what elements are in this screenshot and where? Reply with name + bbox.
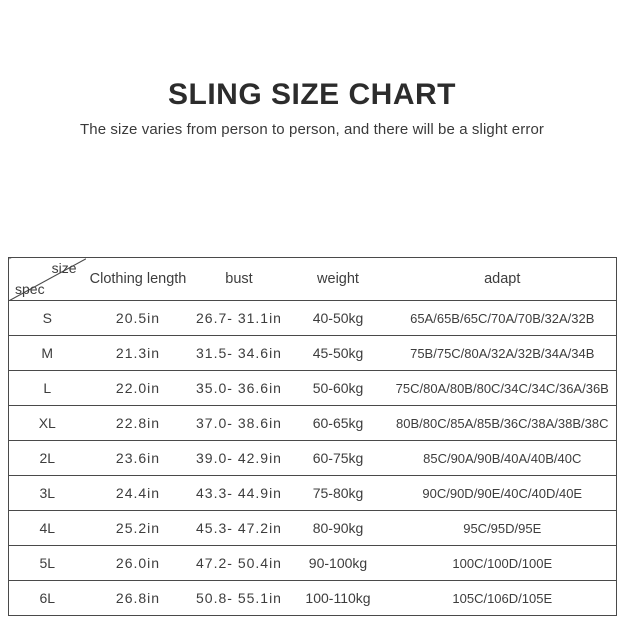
column-header-bust: bust [225, 271, 253, 287]
clothing-length-cell: 21.3in [115, 345, 161, 361]
corner-cell [9, 258, 86, 301]
size-cell: S [42, 310, 52, 326]
table-row [9, 581, 617, 616]
clothing-length-cell: 25.2in [115, 520, 161, 536]
adapt-cell: 105C/106D/105E [452, 590, 553, 606]
page-title: SLING SIZE CHART [167, 78, 456, 111]
size-cell: L [43, 380, 52, 396]
table-row [9, 301, 617, 336]
bust-cell: 31.5- 34.6in [196, 345, 282, 361]
adapt-cell: 90C/90D/90E/40C/40D/40E [422, 485, 583, 501]
bust-cell: 50.8- 55.1in [196, 590, 282, 606]
weight-cell: 80-90kg [312, 520, 364, 536]
clothing-length-cell: 23.6in [115, 450, 161, 466]
size-chart-page [0, 78, 624, 624]
size-cell: 6L [39, 590, 56, 606]
column-header-adapt: adapt [484, 271, 521, 287]
clothing-length-cell: 22.8in [115, 415, 161, 431]
size-table-body [9, 301, 617, 616]
corner-spec-label: spec [15, 281, 45, 297]
adapt-cell: 100C/100D/100E [452, 555, 553, 571]
bust-cell: 45.3- 47.2in [196, 520, 282, 536]
adapt-cell: 95C/95D/95E [463, 520, 542, 536]
weight-cell: 100-110kg [305, 590, 371, 606]
size-cell: M [41, 345, 54, 361]
table-header-row [9, 258, 617, 301]
column-header-clothing-length: Clothing length [89, 271, 187, 287]
adapt-cell: 80B/80C/85A/85B/36C/38A/38B/38C [396, 415, 609, 431]
weight-cell: 40-50kg [312, 310, 364, 326]
table-row [9, 546, 617, 581]
bust-cell: 37.0- 38.6in [196, 415, 282, 431]
size-cell: XL [38, 415, 56, 431]
weight-cell: 45-50kg [312, 345, 364, 361]
clothing-length-cell: 22.0in [115, 380, 161, 396]
weight-cell: 90-100kg [308, 555, 368, 571]
table-row [9, 336, 617, 371]
size-cell: 5L [39, 555, 56, 571]
clothing-length-cell: 26.8in [115, 590, 161, 606]
table-header [9, 258, 617, 301]
bust-cell: 35.0- 36.6in [196, 380, 282, 396]
adapt-cell: 85C/90A/90B/40A/40B/40C [423, 450, 582, 466]
bust-cell: 39.0- 42.9in [196, 450, 282, 466]
table-row [9, 406, 617, 441]
weight-cell: 60-75kg [312, 450, 364, 466]
weight-cell: 50-60kg [312, 380, 364, 396]
table-row [9, 441, 617, 476]
bust-cell: 26.7- 31.1in [196, 310, 282, 326]
size-chart-table [8, 257, 617, 616]
size-cell: 4L [39, 520, 56, 536]
corner-size-label: size [51, 260, 77, 276]
adapt-cell: 75C/80A/80B/80C/34C/34C/36A/36B [395, 380, 609, 396]
adapt-cell: 65A/65B/65C/70A/70B/32A/32B [410, 310, 595, 326]
bust-cell: 47.2- 50.4in [196, 555, 282, 571]
clothing-length-cell: 24.4in [115, 485, 161, 501]
weight-cell: 75-80kg [312, 485, 364, 501]
page-subtitle: The size varies from person to person, and there will be a slight error [80, 121, 544, 138]
table-row [9, 476, 617, 511]
adapt-cell: 75B/75C/80A/32A/32B/34A/34B [410, 345, 595, 361]
bust-cell: 43.3- 44.9in [196, 485, 282, 501]
clothing-length-cell: 20.5in [115, 310, 161, 326]
weight-cell: 60-65kg [312, 415, 364, 431]
table-row [9, 371, 617, 406]
size-cell: 3L [39, 485, 56, 501]
table-row [9, 511, 617, 546]
clothing-length-cell: 26.0in [115, 555, 161, 571]
column-header-weight: weight [317, 271, 359, 287]
size-cell: 2L [39, 450, 56, 466]
